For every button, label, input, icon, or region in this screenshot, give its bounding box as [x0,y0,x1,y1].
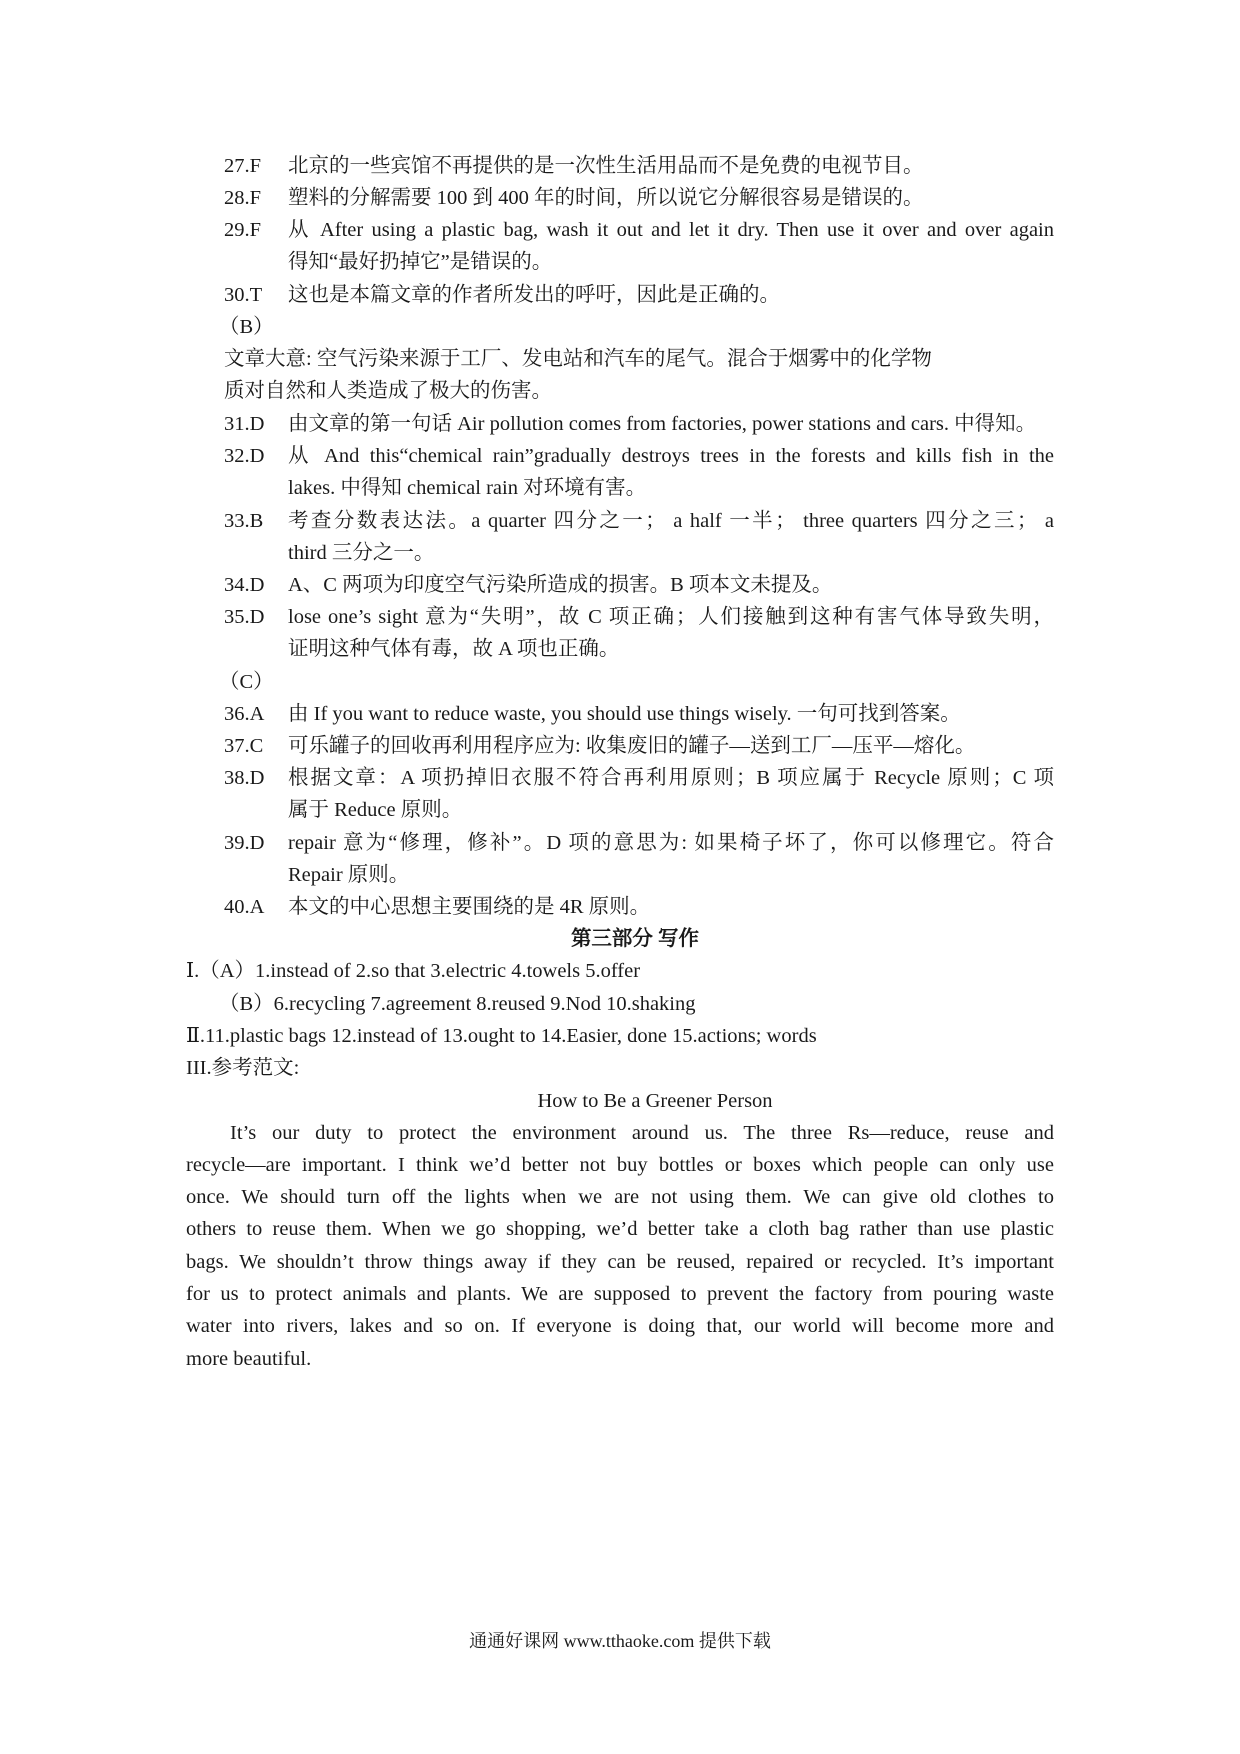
answer-line [0,697,1240,731]
essay-text: for us to protect animals and plants. We are supposed to prevent the factory from pouring waste [186,1283,1054,1305]
answer-explanation-cont: lakes. 中得知 chemical rain 对环境有害。 [288,477,647,499]
writing-line [0,987,1240,1021]
answer-explanation: 由文章的第一句话 Air pollution comes from factories, power stations and cars. 中得知。 [288,413,1037,435]
writing-answers-ii: Ⅱ.11.plastic bags 12.instead of 13.ought to 14.Easier, done 15.actions; words [186,1025,817,1047]
answer-line [0,600,1240,634]
essay-line [0,1277,1240,1311]
essay-line [0,1180,1240,1214]
answer-number: 27.F [224,155,262,177]
essay-line [0,1148,1240,1182]
section-label-c [0,665,1240,699]
essay-text: others to reuse them. When we go shopping, we’d better take a cloth bag rather than use plastic [186,1218,1054,1240]
answer-explanation: 这也是本篇文章的作者所发出的呼吁，因此是正确的。 [288,284,780,306]
section-label-b [0,310,1240,344]
answer-number: 40.A [224,896,265,918]
answer-continuation [0,793,1240,827]
answer-explanation: repair 意为“修理，修补”。D 项的意思为: 如果椅子坏了，你可以修理它。符合 [288,832,1054,854]
writing-heading-iii: III.参考范文: [186,1057,300,1079]
answer-continuation [0,536,1240,570]
answer-explanation: 可乐罐子的回收再利用程序应为: 收集废旧的罐子—送到工厂—压平—熔化。 [288,735,976,757]
essay-line [0,1245,1240,1279]
answer-explanation: 根据文章：A 项扔掉旧衣服不符合再利用原则；B 项应属于 Recycle 原则；C 项 [288,767,1054,789]
summary-text: 文章大意: 空气污染来源于工厂、发电站和汽车的尾气。混合于烟雾中的化学物 [224,348,932,370]
writing-line [0,1019,1240,1053]
answer-line [0,568,1240,602]
essay-line [0,1342,1240,1376]
answer-continuation [0,858,1240,892]
answer-number: 31.D [224,413,265,435]
writing-answers-a: Ⅰ.（A）1.instead of 2.so that 3.electric 4.towels 5.offer [186,960,641,982]
answer-line [0,439,1240,473]
answer-number: 32.D [224,445,265,467]
answer-line [0,729,1240,763]
answer-line [0,278,1240,312]
answer-number: 34.D [224,574,265,596]
answer-explanation-cont: 证明这种气体有毒，故 A 项也正确。 [288,638,620,660]
answer-explanation: 本文的中心思想主要围绕的是 4R 原则。 [288,896,651,918]
answer-explanation: 考查分数表达法。a quarter 四分之一； a half 一半； three quarters 四分之三； a [288,510,1054,532]
section-c-label: （C） [219,671,274,693]
answer-continuation [0,632,1240,666]
answer-line [0,213,1240,247]
answer-number: 29.F [224,219,262,241]
answer-explanation: A、C 两项为印度空气污染所造成的损害。B 项本文未提及。 [288,574,833,596]
answer-continuation [0,245,1240,279]
writing-line [0,954,1240,988]
answer-explanation: 塑料的分解需要 100 到 400 年的时间，所以说它分解很容易是错误的。 [288,187,924,209]
essay-text [186,1116,1054,1150]
answer-line [0,181,1240,215]
essay-text: more beautiful. [186,1348,312,1370]
page-footer: 通通好课网 www.tthaoke.com 提供下载 [469,1631,771,1651]
essay-text: recycle—are important. I think we’d better not buy bottles or boxes which people can only use [186,1154,1054,1176]
essay-text: once. We should turn off the lights when we are not using them. We can give old clothes to [186,1186,1054,1208]
answer-line [0,504,1240,538]
section-b-label: （B） [219,316,274,338]
answer-line [0,407,1240,441]
essay-line [0,1309,1240,1343]
writing-line [0,1051,1240,1085]
answer-continuation [0,471,1240,505]
summary-line [0,374,1240,408]
essay-text: water into rivers, lakes and so on. If everyone is doing that, our world will become more and [186,1315,1054,1337]
answer-number: 30.T [224,284,263,306]
answer-line [0,826,1240,860]
answer-number: 36.A [224,703,265,725]
answer-explanation-cont: 属于 Reduce 原则。 [288,799,463,821]
answer-explanation: lose one’s sight 意为“失明”，故 C 项正确；人们接触到这种有害气体导致失明， [288,606,1054,628]
essay-line [0,1116,1240,1150]
essay-title: How to Be a Greener Person [537,1090,773,1112]
answer-explanation: 从 After using a plastic bag, wash it out and let it dry. Then use it over and over again [288,219,1054,241]
part-three-heading-line [0,922,1240,956]
essay-title-line [0,1084,1240,1118]
answer-line [0,149,1240,183]
summary-text: 质对自然和人类造成了极大的伤害。 [224,380,552,402]
answer-number: 39.D [224,832,265,854]
answer-number: 35.D [224,606,265,628]
answer-number: 37.C [224,735,264,757]
answer-explanation-cont: 得知“最好扔掉它”是错误的。 [288,251,553,273]
essay-text: bags. We shouldn’t throw things away if they can be reused, repaired or recycled. It’s important [186,1251,1054,1273]
answer-explanation-cont: third 三分之一。 [288,542,435,564]
answer-line [0,761,1240,795]
answer-number: 28.F [224,187,262,209]
essay-line [0,1212,1240,1246]
writing-answers-b: （B）6.recycling 7.agreement 8.reused 9.Nod 10.shaking [219,993,696,1015]
essay-text-span: It’s our duty to protect the environment around us. The three Rs—reduce, reuse and [230,1122,1054,1144]
answer-explanation: 从 And this“chemical rain”gradually destroys trees in the forests and kills fish in the [288,445,1054,467]
summary-line [0,342,1240,376]
answer-explanation: 北京的一些宾馆不再提供的是一次性生活用品而不是免费的电视节目。 [288,155,924,177]
answer-explanation: 由 If you want to reduce waste, you should use things wisely. 一句可找到答案。 [288,703,961,725]
answer-number: 33.B [224,510,264,532]
part-three-heading: 第三部分 写作 [570,928,700,950]
answer-number: 38.D [224,767,265,789]
answer-line [0,890,1240,924]
answer-explanation-cont: Repair 原则。 [288,864,410,886]
